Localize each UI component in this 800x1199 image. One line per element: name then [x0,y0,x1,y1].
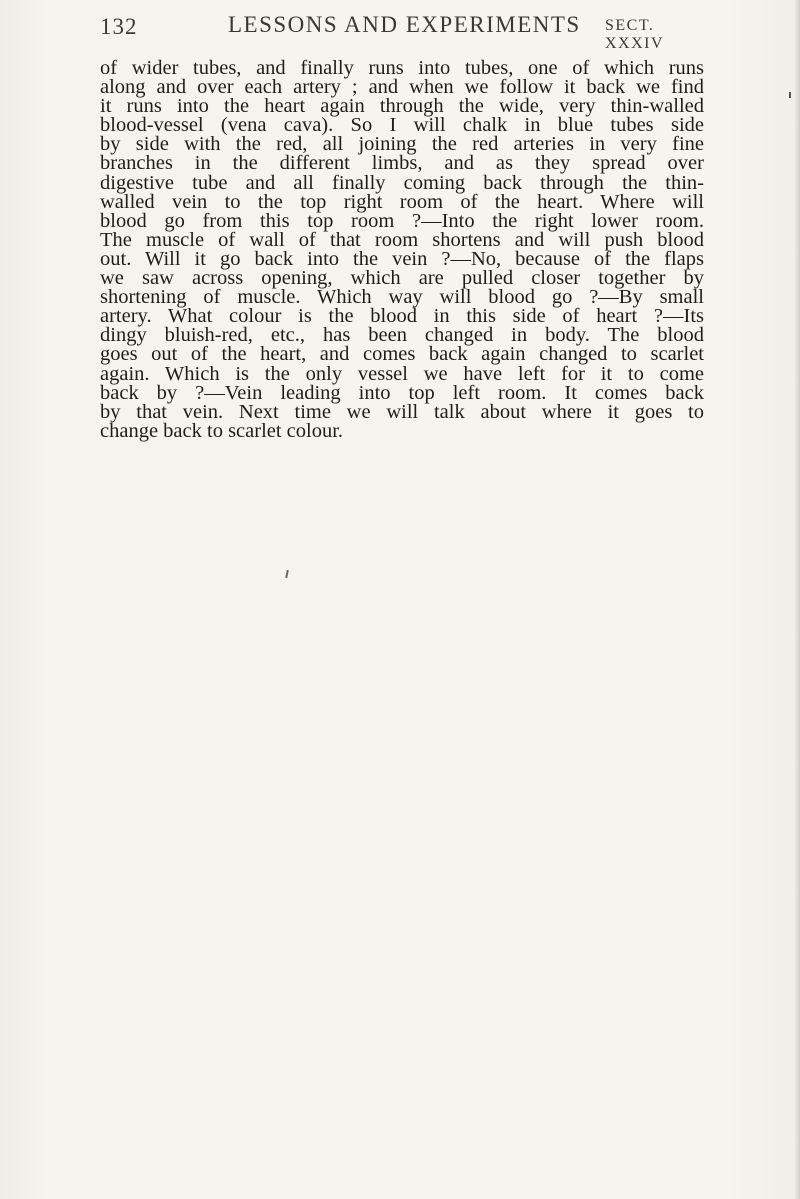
text-line: walled vein to the top right room of the heart. Where will [100,190,704,213]
text-line: out. Will it go back into the vein ?—No, because of the flaps [100,247,704,270]
text-line: by side with the red, all joining the red arteries in very fine [100,133,704,156]
text-line: of wider tubes, and finally runs into tubes, one of which runs [100,57,704,79]
text-line: blood-vessel (vena cava). So I will chalk in blue tubes side [100,114,704,137]
text-line: by that vein. Next time we will talk about where it goes to [100,400,704,423]
page-number: 132 [100,14,138,39]
text-line: it runs into the heart again through the wide, very thin-walled [100,95,704,118]
text-line: dingy bluish-red, etc., has been changed in body. The blood [100,324,704,347]
text-line: shortening of muscle. Which way will blood go ?—By small [100,286,704,309]
text-line: along and over each artery ; and when we follow it back we find [100,76,704,99]
text-line: branches in the different limbs, and as they spread over [100,152,704,175]
text-line: artery. What colour is the blood in this side of heart ?—Its [100,305,704,328]
text-line: The muscle of wall of that room shortens and will push blood [100,228,704,251]
text-line: we saw across opening, which are pulled closer together by [100,267,704,290]
text-line: change back to scarlet colour. [100,419,344,442]
margin-ink-mark [789,92,791,98]
text-line: blood go from this top room ?—Into the right lower room. [100,209,704,232]
section-label: SECT. XXXIV [605,17,665,52]
running-head [100,6,690,52]
page-edge-shadow [794,0,800,1199]
stray-ink-mark [285,570,289,578]
body-paragraph [100,59,704,441]
text-line: again. Which is the only vessel we have left for it to come [100,362,704,385]
running-title: LESSONS AND EXPERIMENTS [228,12,581,37]
text-line: goes out of the heart, and comes back again changed to scarlet [100,343,704,366]
text-line: back by ?—Vein leading into top left room. It comes back [100,381,704,404]
text-line: digestive tube and all finally coming back through the thin- [100,171,704,194]
